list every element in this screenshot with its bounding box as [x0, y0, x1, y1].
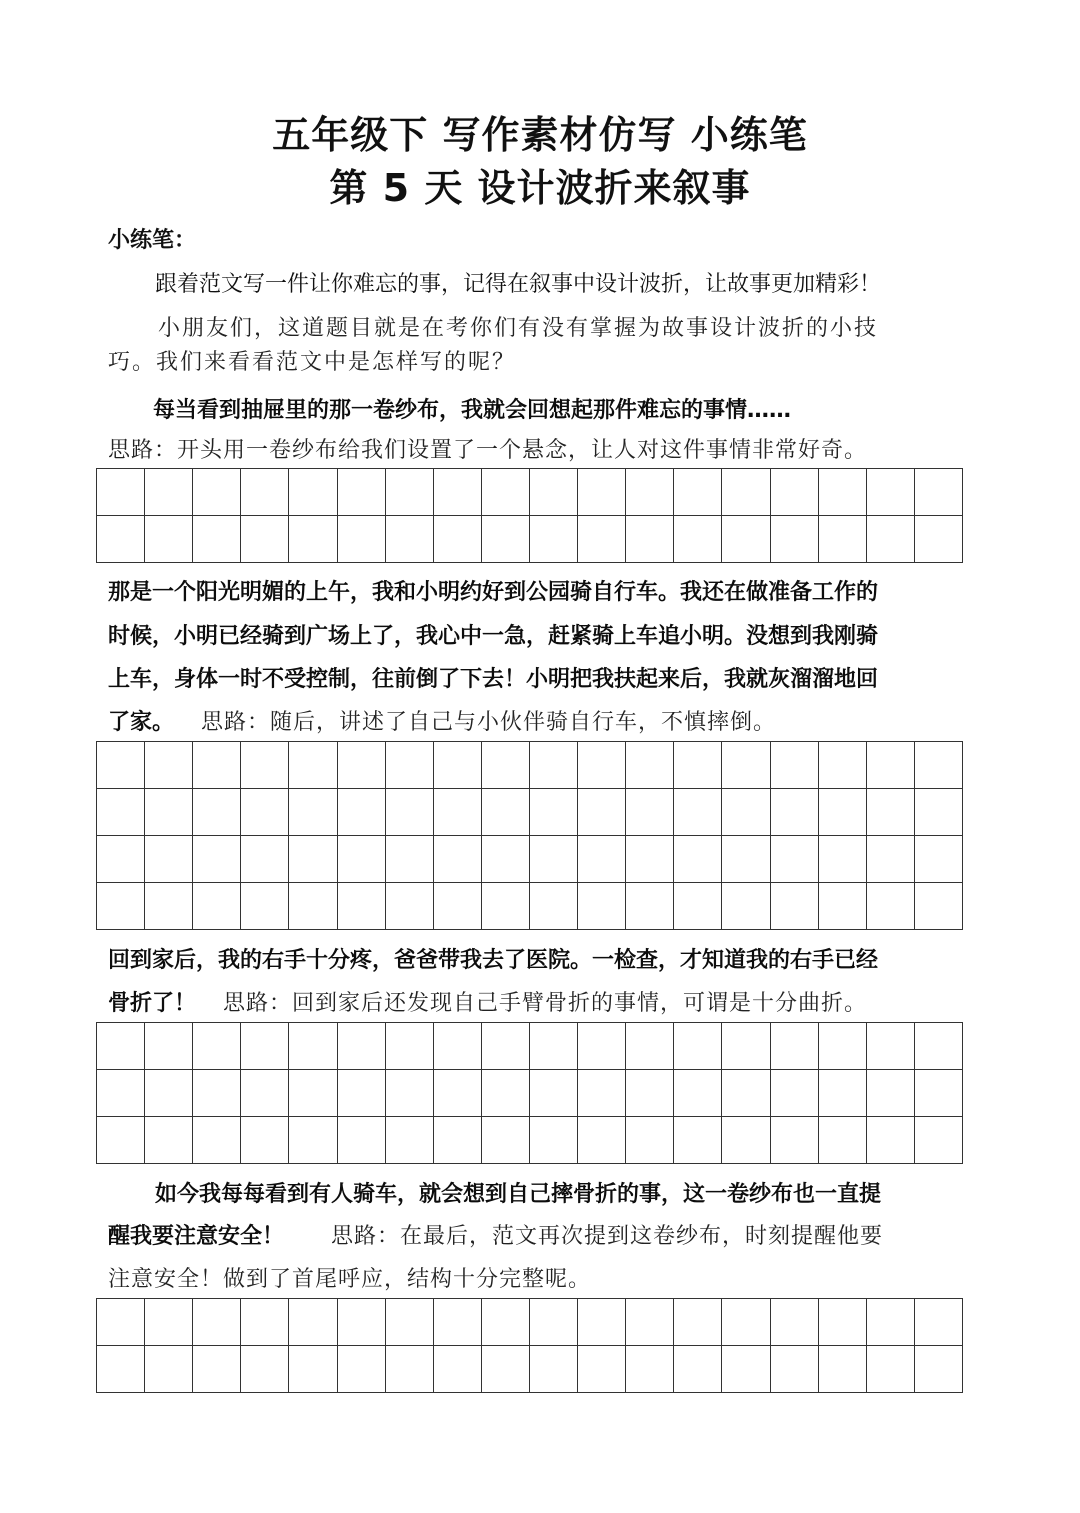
grid-cell[interactable] [819, 883, 867, 930]
grid-cell[interactable] [434, 1117, 482, 1164]
grid-cell[interactable] [145, 516, 193, 563]
grid-cell[interactable] [578, 883, 626, 930]
grid-cell[interactable] [819, 469, 867, 516]
grid-cell[interactable] [915, 469, 963, 516]
grid-cell[interactable] [578, 1070, 626, 1117]
sample-paragraph-1: 每当看到抽屉里的那一卷纱布，我就会回想起那件难忘的事情…… [153, 398, 792, 423]
grid-cell[interactable] [819, 1346, 867, 1393]
grid-cell[interactable] [289, 469, 337, 516]
thought-note-1: 思路：开头用一卷纱布给我们设置了一个悬念，让人对这件事情非常好奇。 [108, 438, 868, 463]
sample-paragraph-2-line-3: 上车，身体一时不受控制，往前倒了下去！小明把我扶起来后，我就灰溜溜地回 [108, 667, 879, 692]
sample-paragraph-2-line-2: 时候，小明已经骑到广场上了，我心中一急，赶紧骑上车追小明。没想到我刚骑 [108, 624, 879, 649]
grid-cell[interactable] [193, 1346, 241, 1393]
grid-cell[interactable] [626, 883, 674, 930]
grid-cell[interactable] [482, 883, 530, 930]
grid-cell[interactable] [915, 742, 963, 789]
grid-cell[interactable] [338, 836, 386, 883]
grid-cell[interactable] [386, 1117, 434, 1164]
grid-cell[interactable] [530, 469, 578, 516]
grid-cell[interactable] [386, 836, 434, 883]
grid-cell[interactable] [193, 1023, 241, 1070]
grid-cell[interactable] [338, 1346, 386, 1393]
grid-cell[interactable] [145, 1117, 193, 1164]
sample-paragraph-3-end: 骨折了！ [108, 991, 197, 1016]
grid-cell[interactable] [722, 742, 770, 789]
grid-cell[interactable] [819, 1070, 867, 1117]
grid-cell[interactable] [530, 1023, 578, 1070]
grid-cell[interactable] [867, 1299, 915, 1346]
grid-cell[interactable] [578, 469, 626, 516]
grid-cell[interactable] [241, 742, 289, 789]
writing-grid-4[interactable] [96, 1298, 963, 1393]
thought-note-2: 思路：随后，讲述了自己与小伙伴骑自行车，不慎摔倒。 [201, 710, 777, 735]
grid-cell[interactable] [530, 742, 578, 789]
grid-cell[interactable] [578, 1346, 626, 1393]
grid-cell[interactable] [819, 742, 867, 789]
grid-cell[interactable] [386, 1023, 434, 1070]
grid-cell[interactable] [97, 516, 145, 563]
grid-cell[interactable] [338, 469, 386, 516]
grid-cell[interactable] [674, 469, 722, 516]
grid-cell[interactable] [241, 1023, 289, 1070]
grid-cell[interactable] [145, 1070, 193, 1117]
grid-cell[interactable] [722, 516, 770, 563]
grid-cell[interactable] [771, 1346, 819, 1393]
grid-cell[interactable] [819, 1023, 867, 1070]
grid-cell[interactable] [386, 883, 434, 930]
grid-cell[interactable] [338, 1299, 386, 1346]
grid-cell[interactable] [722, 1346, 770, 1393]
grid-cell[interactable] [626, 789, 674, 836]
grid-cell[interactable] [867, 742, 915, 789]
grid-cell[interactable] [482, 1117, 530, 1164]
grid-cell[interactable] [482, 1346, 530, 1393]
grid-cell[interactable] [482, 469, 530, 516]
grid-cell[interactable] [193, 742, 241, 789]
grid-cell[interactable] [338, 1070, 386, 1117]
grid-cell[interactable] [867, 1023, 915, 1070]
grid-cell[interactable] [386, 742, 434, 789]
grid-cell[interactable] [771, 836, 819, 883]
grid-cell[interactable] [338, 742, 386, 789]
grid-cell[interactable] [97, 836, 145, 883]
grid-cell[interactable] [915, 516, 963, 563]
grid-cell[interactable] [674, 1117, 722, 1164]
sample-paragraph-4-end: 醒我要注意安全！ [108, 1224, 285, 1249]
grid-cell[interactable] [434, 836, 482, 883]
grid-cell[interactable] [145, 883, 193, 930]
writing-grid-3[interactable] [96, 1022, 963, 1164]
grid-cell[interactable] [626, 1117, 674, 1164]
grid-cell[interactable] [867, 1346, 915, 1393]
grid-cell[interactable] [482, 516, 530, 563]
grid-cell[interactable] [97, 1023, 145, 1070]
grid-cell[interactable] [97, 1346, 145, 1393]
grid-cell[interactable] [626, 836, 674, 883]
grid-cell[interactable] [145, 742, 193, 789]
grid-cell[interactable] [867, 516, 915, 563]
grid-cell[interactable] [819, 516, 867, 563]
grid-cell[interactable] [530, 1346, 578, 1393]
thought-note-4-cont: 注意安全！做到了首尾呼应，结构十分完整呢。 [108, 1267, 592, 1292]
grid-cell[interactable] [915, 1299, 963, 1346]
grid-cell[interactable] [338, 1023, 386, 1070]
thought-note-4: 思路：在最后，范文再次提到这卷纱布，时刻提醒他要 [331, 1224, 884, 1249]
grid-cell[interactable] [771, 469, 819, 516]
thought-note-3: 思路：回到家后还发现自己手臂骨折的事情，可谓是十分曲折。 [223, 991, 868, 1016]
grid-cell[interactable] [145, 1023, 193, 1070]
grid-cell[interactable] [867, 789, 915, 836]
grid-cell[interactable] [145, 469, 193, 516]
intro-line-1: 小朋友们，这道题目就是在考你们有没有掌握为故事设计波折的小技 [158, 316, 879, 341]
grid-cell[interactable] [530, 836, 578, 883]
grid-cell[interactable] [289, 789, 337, 836]
grid-cell[interactable] [193, 469, 241, 516]
grid-cell[interactable] [915, 789, 963, 836]
sample-paragraph-2-line-1: 那是一个阳光明媚的上午，我和小明约好到公园骑自行车。我还在做准备工作的 [108, 580, 879, 605]
grid-cell[interactable] [674, 1023, 722, 1070]
grid-cell[interactable] [867, 1070, 915, 1117]
grid-cell[interactable] [626, 1346, 674, 1393]
grid-cell[interactable] [867, 469, 915, 516]
grid-cell[interactable] [819, 1299, 867, 1346]
grid-cell[interactable] [482, 742, 530, 789]
section-label: 小练笔： [108, 228, 197, 253]
grid-cell[interactable] [434, 1299, 482, 1346]
grid-cell[interactable] [386, 1070, 434, 1117]
grid-cell[interactable] [241, 1070, 289, 1117]
grid-cell[interactable] [771, 1070, 819, 1117]
grid-cell[interactable] [578, 1299, 626, 1346]
grid-cell[interactable] [241, 516, 289, 563]
grid-cell[interactable] [771, 883, 819, 930]
grid-cell[interactable] [97, 1299, 145, 1346]
grid-cell[interactable] [674, 516, 722, 563]
writing-grid-1[interactable] [96, 468, 963, 563]
grid-cell[interactable] [145, 836, 193, 883]
grid-cell[interactable] [530, 883, 578, 930]
grid-cell[interactable] [145, 1299, 193, 1346]
grid-cell[interactable] [193, 1299, 241, 1346]
grid-cell[interactable] [97, 883, 145, 930]
grid-cell[interactable] [530, 1070, 578, 1117]
grid-cell[interactable] [241, 1299, 289, 1346]
grid-cell[interactable] [434, 1346, 482, 1393]
grid-cell[interactable] [722, 469, 770, 516]
grid-cell[interactable] [674, 883, 722, 930]
grid-cell[interactable] [867, 836, 915, 883]
grid-cell[interactable] [915, 1117, 963, 1164]
grid-cell[interactable] [674, 1070, 722, 1117]
grid-cell[interactable] [530, 1299, 578, 1346]
grid-cell[interactable] [626, 469, 674, 516]
grid-cell[interactable] [97, 1070, 145, 1117]
sample-paragraph-4-line-2 [108, 1222, 883, 1252]
grid-cell[interactable] [482, 1023, 530, 1070]
grid-cell[interactable] [289, 1023, 337, 1070]
grid-cell[interactable] [578, 516, 626, 563]
grid-cell[interactable] [578, 1023, 626, 1070]
grid-cell[interactable] [97, 742, 145, 789]
grid-cell[interactable] [193, 1070, 241, 1117]
grid-cell[interactable] [915, 883, 963, 930]
grid-cell[interactable] [434, 516, 482, 563]
grid-cell[interactable] [289, 1346, 337, 1393]
grid-cell[interactable] [867, 1117, 915, 1164]
page-title: 五年级下 写作素材仿写 小练笔 [272, 113, 808, 157]
grid-cell[interactable] [482, 1070, 530, 1117]
grid-cell[interactable] [530, 516, 578, 563]
page-subtitle: 第 5 天 设计波折来叙事 [329, 166, 751, 210]
grid-cell[interactable] [626, 1299, 674, 1346]
grid-cell[interactable] [626, 1023, 674, 1070]
grid-cell[interactable] [578, 742, 626, 789]
grid-cell[interactable] [578, 1117, 626, 1164]
grid-cell[interactable] [386, 789, 434, 836]
grid-cell[interactable] [97, 789, 145, 836]
grid-cell[interactable] [674, 742, 722, 789]
grid-cell[interactable] [482, 1299, 530, 1346]
grid-cell[interactable] [289, 516, 337, 563]
grid-cell[interactable] [241, 1346, 289, 1393]
grid-cell[interactable] [915, 1070, 963, 1117]
sample-paragraph-3-line-2 [108, 989, 867, 1019]
grid-cell[interactable] [97, 1117, 145, 1164]
sample-paragraph-2-line-4 [108, 708, 776, 738]
grid-cell[interactable] [867, 883, 915, 930]
grid-cell[interactable] [386, 516, 434, 563]
sample-paragraph-3-line-1: 回到家后，我的右手十分疼，爸爸带我去了医院。一检查，才知道我的右手已经 [108, 948, 879, 973]
grid-cell[interactable] [722, 1299, 770, 1346]
grid-cell[interactable] [193, 836, 241, 883]
grid-cell[interactable] [578, 836, 626, 883]
grid-cell[interactable] [722, 1070, 770, 1117]
grid-cell[interactable] [289, 1070, 337, 1117]
grid-cell[interactable] [434, 1070, 482, 1117]
grid-cell[interactable] [771, 742, 819, 789]
grid-cell[interactable] [241, 789, 289, 836]
grid-cell[interactable] [674, 789, 722, 836]
grid-cell[interactable] [434, 883, 482, 930]
grid-cell[interactable] [819, 789, 867, 836]
grid-cell[interactable] [193, 883, 241, 930]
grid-cell[interactable] [97, 469, 145, 516]
grid-cell[interactable] [338, 516, 386, 563]
grid-cell[interactable] [722, 1023, 770, 1070]
grid-cell[interactable] [145, 789, 193, 836]
grid-cell[interactable] [530, 1117, 578, 1164]
writing-prompt: 跟着范文写一件让你难忘的事，记得在叙事中设计波折，让故事更加精彩！ [155, 272, 882, 297]
grid-cell[interactable] [915, 1346, 963, 1393]
grid-cell[interactable] [193, 516, 241, 563]
intro-line-2: 巧。我们来看看范文中是怎样写的呢？ [108, 350, 517, 375]
grid-cell[interactable] [674, 836, 722, 883]
grid-cell[interactable] [434, 469, 482, 516]
grid-cell[interactable] [915, 836, 963, 883]
writing-grid-2[interactable] [96, 741, 963, 930]
grid-cell[interactable] [241, 469, 289, 516]
grid-cell[interactable] [626, 742, 674, 789]
grid-cell[interactable] [819, 836, 867, 883]
grid-cell[interactable] [722, 789, 770, 836]
grid-cell[interactable] [386, 469, 434, 516]
grid-cell[interactable] [289, 1299, 337, 1346]
grid-cell[interactable] [193, 789, 241, 836]
grid-cell[interactable] [722, 836, 770, 883]
grid-cell[interactable] [626, 516, 674, 563]
grid-cell[interactable] [722, 883, 770, 930]
grid-cell[interactable] [289, 883, 337, 930]
grid-cell[interactable] [674, 1346, 722, 1393]
grid-cell[interactable] [386, 1346, 434, 1393]
grid-cell[interactable] [915, 1023, 963, 1070]
grid-cell[interactable] [241, 883, 289, 930]
grid-cell[interactable] [241, 836, 289, 883]
grid-cell[interactable] [771, 789, 819, 836]
grid-cell[interactable] [434, 742, 482, 789]
grid-cell[interactable] [771, 516, 819, 563]
grid-cell[interactable] [434, 789, 482, 836]
grid-cell[interactable] [482, 836, 530, 883]
sample-paragraph-2-end: 了家。 [108, 710, 175, 735]
grid-cell[interactable] [289, 742, 337, 789]
grid-cell[interactable] [145, 1346, 193, 1393]
grid-cell[interactable] [674, 1299, 722, 1346]
grid-cell[interactable] [771, 1117, 819, 1164]
grid-cell[interactable] [338, 883, 386, 930]
grid-cell[interactable] [482, 789, 530, 836]
grid-cell[interactable] [626, 1070, 674, 1117]
grid-cell[interactable] [578, 789, 626, 836]
grid-cell[interactable] [338, 789, 386, 836]
grid-cell[interactable] [241, 1117, 289, 1164]
grid-cell[interactable] [771, 1299, 819, 1346]
grid-cell[interactable] [722, 1117, 770, 1164]
grid-cell[interactable] [338, 1117, 386, 1164]
grid-cell[interactable] [434, 1023, 482, 1070]
grid-cell[interactable] [193, 1117, 241, 1164]
grid-cell[interactable] [289, 1117, 337, 1164]
grid-cell[interactable] [819, 1117, 867, 1164]
grid-cell[interactable] [771, 1023, 819, 1070]
grid-cell[interactable] [530, 789, 578, 836]
sample-paragraph-4-line-1: 如今我每每看到有人骑车，就会想到自己摔骨折的事，这一卷纱布也一直提 [155, 1182, 882, 1207]
grid-cell[interactable] [386, 1299, 434, 1346]
grid-cell[interactable] [289, 836, 337, 883]
